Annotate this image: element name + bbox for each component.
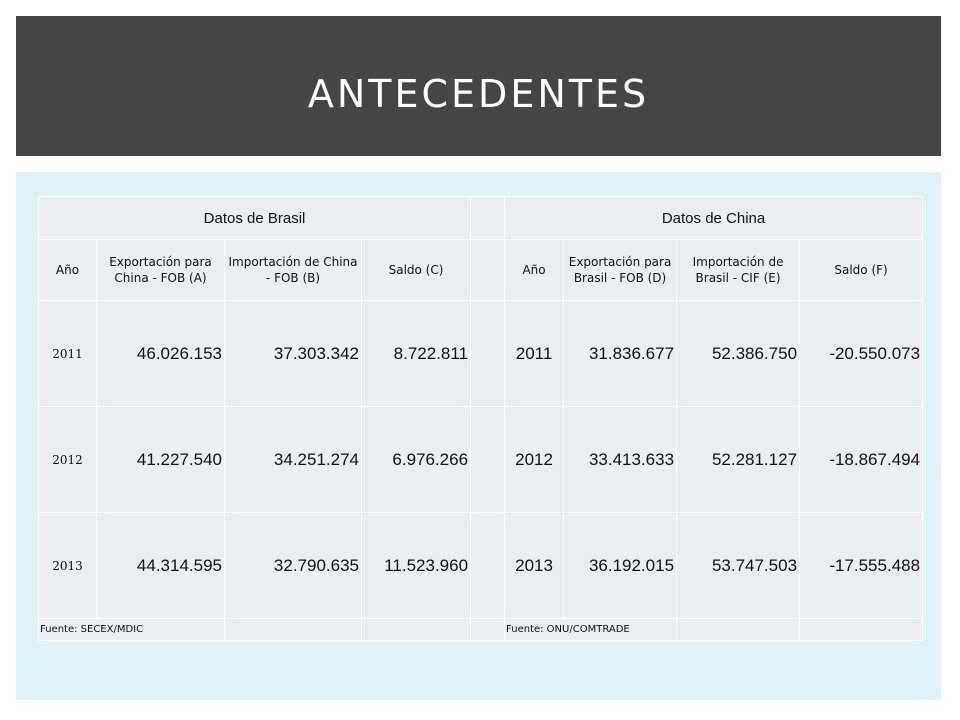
column-header: Importación de Brasil - CIF (E) <box>677 240 800 301</box>
spacer-cell <box>471 619 505 641</box>
brasil-balance: 8.722.811 <box>362 301 471 407</box>
china-export: 31.836.677 <box>564 301 677 407</box>
spacer-cell <box>471 301 505 407</box>
china-import: 52.386.750 <box>677 301 800 407</box>
empty-cell <box>677 619 800 641</box>
column-header: Año <box>39 240 97 301</box>
china-export: 33.413.633 <box>564 407 677 513</box>
brasil-year: 2011 <box>39 301 97 407</box>
column-header: Saldo (F) <box>800 240 923 301</box>
trade-data-table <box>38 196 923 641</box>
brasil-year: 2013 <box>39 513 97 619</box>
china-source: Fuente: ONU/COMTRADE <box>505 619 677 641</box>
page-title: ANTECEDENTES <box>307 72 650 116</box>
brasil-balance: 6.976.266 <box>362 407 471 513</box>
column-header-row <box>39 240 923 301</box>
spacer-cell <box>471 407 505 513</box>
china-balance: -17.555.488 <box>800 513 923 619</box>
spacer-cell <box>471 197 505 240</box>
column-header: Exportación para Brasil - FOB (D) <box>564 240 677 301</box>
table-row <box>39 407 923 513</box>
brasil-import: 37.303.342 <box>225 301 362 407</box>
column-header: Año <box>505 240 564 301</box>
column-header: Importación de China - FOB (B) <box>225 240 362 301</box>
title-banner <box>16 16 941 156</box>
china-import: 52.281.127 <box>677 407 800 513</box>
source-row <box>39 619 923 641</box>
brasil-source: Fuente: SECEX/MDIC <box>39 619 225 641</box>
brasil-import: 32.790.635 <box>225 513 362 619</box>
empty-cell <box>800 619 923 641</box>
china-header: Datos de China <box>505 197 923 240</box>
china-balance: -18.867.494 <box>800 407 923 513</box>
china-import: 53.747.503 <box>677 513 800 619</box>
table-row <box>39 301 923 407</box>
china-balance: -20.550.073 <box>800 301 923 407</box>
brasil-import: 34.251.274 <box>225 407 362 513</box>
china-year: 2013 <box>505 513 564 619</box>
empty-cell <box>225 619 362 641</box>
brasil-year: 2012 <box>39 407 97 513</box>
content-area <box>16 172 941 700</box>
china-year: 2011 <box>505 301 564 407</box>
brasil-export: 44.314.595 <box>97 513 225 619</box>
empty-cell <box>362 619 471 641</box>
brasil-export: 41.227.540 <box>97 407 225 513</box>
table-row <box>39 513 923 619</box>
china-year: 2012 <box>505 407 564 513</box>
spacer-cell <box>471 513 505 619</box>
brasil-balance: 11.523.960 <box>362 513 471 619</box>
spacer-cell <box>471 240 505 301</box>
brasil-export: 46.026.153 <box>97 301 225 407</box>
column-header: Saldo (C) <box>362 240 471 301</box>
china-export: 36.192.015 <box>564 513 677 619</box>
group-header-row <box>39 197 923 240</box>
column-header: Exportación para China - FOB (A) <box>97 240 225 301</box>
brasil-header: Datos de Brasil <box>39 197 471 240</box>
